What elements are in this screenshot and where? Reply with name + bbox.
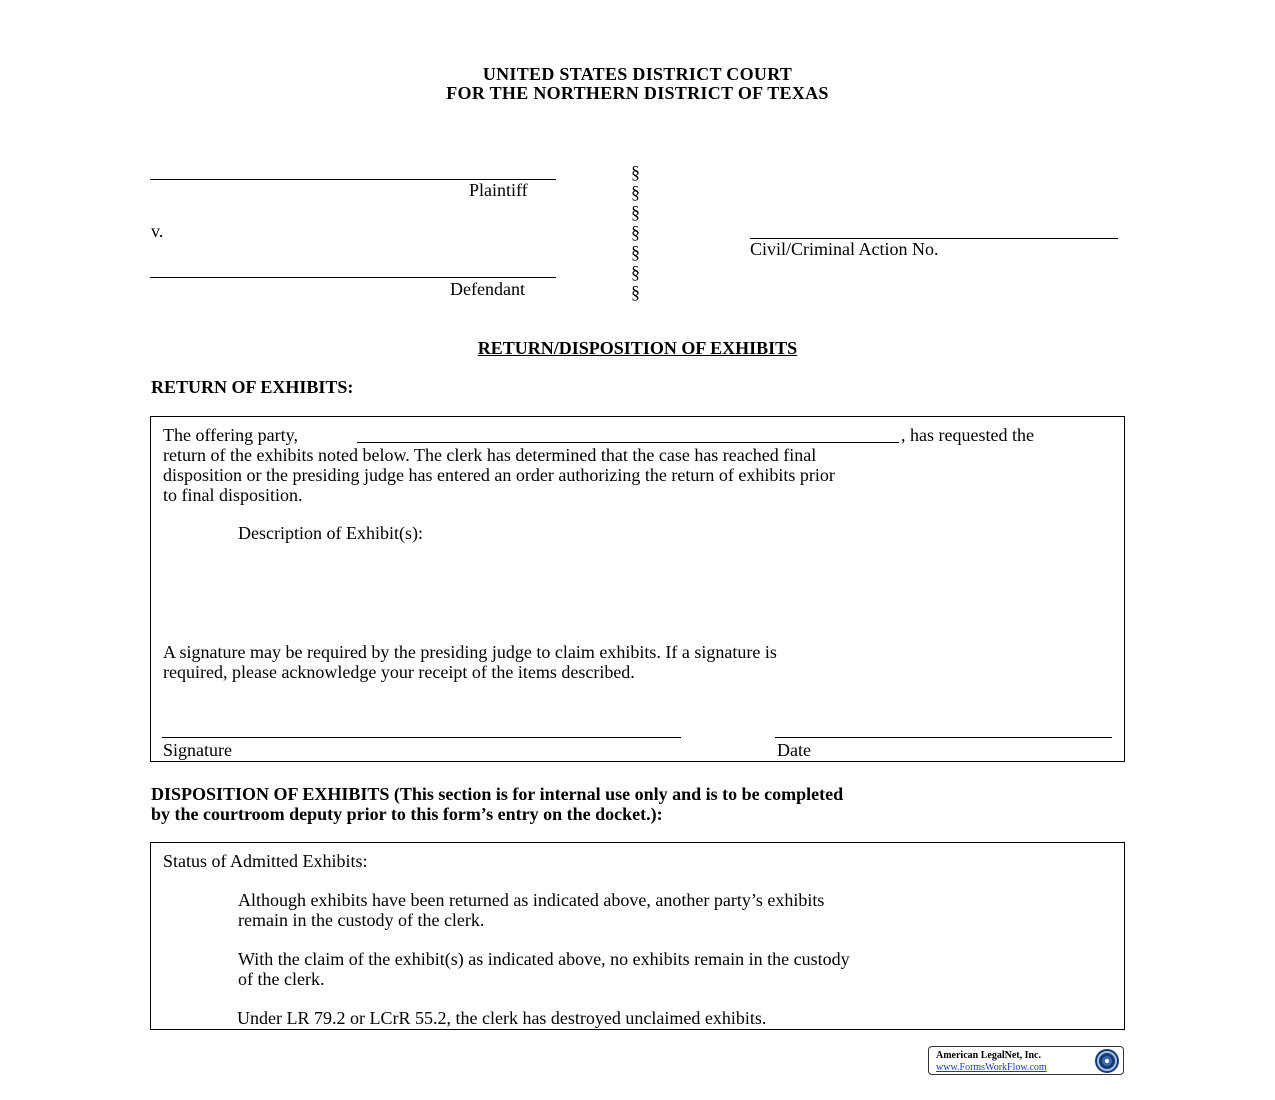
publisher-logo[interactable] — [928, 1046, 1124, 1075]
offering-party-line[interactable] — [357, 442, 899, 443]
court-district: FOR THE NORTHERN DISTRICT OF TEXAS — [446, 83, 829, 103]
plaintiff-label: Plaintiff — [469, 180, 528, 200]
status-option-2-cont: of the clerk. — [238, 969, 325, 989]
status-option-1-cont: remain in the custody of the clerk. — [238, 910, 485, 930]
return-paragraph-line: return of the exhibits noted below. The clerk has determined that the case has reached final — [163, 445, 817, 465]
offering-prefix: The offering party, — [163, 425, 298, 445]
date-label: Date — [777, 740, 811, 760]
status-option-1: Although exhibits have been returned as indicated above, another party’s exhibits — [238, 890, 825, 910]
section-symbol: § — [631, 202, 640, 222]
section-symbol: § — [631, 282, 640, 302]
form-title: RETURN/DISPOSITION OF EXHIBITS — [477, 338, 798, 358]
signature-note-line: required, please acknowledge your receipt of the items described. — [163, 662, 635, 682]
section-symbol: § — [631, 262, 640, 282]
section-symbol: § — [631, 182, 640, 202]
description-label: Description of Exhibit(s): — [238, 523, 423, 543]
versus-label: v. — [151, 221, 164, 241]
section-symbol: § — [631, 222, 640, 242]
defendant-line[interactable] — [150, 277, 556, 278]
return-paragraph-line: disposition or the presiding judge has entered an order authorizing the return of exhibits prior — [163, 465, 835, 485]
disposition-heading-cont: by the courtroom deputy prior to this form’s entry on the docket.): — [151, 804, 663, 824]
signature-label: Signature — [163, 740, 232, 760]
return-paragraph-line: to final disposition. — [163, 485, 303, 505]
offering-suffix: , has requested the — [901, 425, 1034, 445]
signature-note-line: A signature may be required by the presiding judge to claim exhibits. If a signature is — [163, 642, 777, 662]
publisher-url[interactable]: www.FormsWorkFlow.com — [936, 1062, 1047, 1073]
disposition-heading: DISPOSITION OF EXHIBITS (This section is for internal use only and is to be completed — [151, 784, 844, 804]
court-name: UNITED STATES DISTRICT COURT — [482, 64, 793, 84]
globe-icon — [1094, 1048, 1120, 1074]
status-option-3: Under LR 79.2 or LCrR 55.2, the clerk has destroyed unclaimed exhibits. — [237, 1008, 767, 1028]
defendant-label: Defendant — [450, 279, 525, 299]
section-symbol: § — [631, 242, 640, 262]
date-line[interactable] — [775, 737, 1112, 738]
publisher-name: American LegalNet, Inc. — [936, 1050, 1041, 1061]
status-option-2: With the claim of the exhibit(s) as indicated above, no exhibits remain in the custody — [238, 949, 850, 969]
signature-line[interactable] — [162, 737, 681, 738]
return-heading: RETURN OF EXHIBITS: — [151, 377, 354, 397]
status-label: Status of Admitted Exhibits: — [163, 851, 368, 871]
section-symbol: § — [631, 162, 640, 182]
action-number-label: Civil/Criminal Action No. — [750, 239, 939, 259]
